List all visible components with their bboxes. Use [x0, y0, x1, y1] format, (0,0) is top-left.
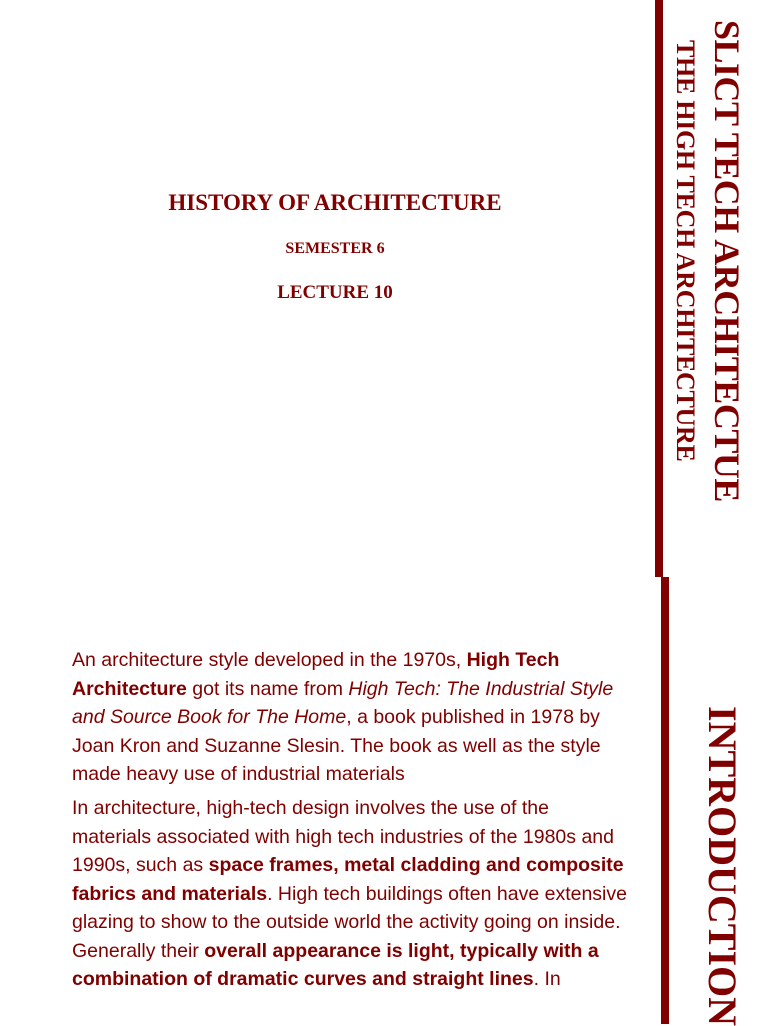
- side-main-heading: SLICT TECH ARCHITECTUE: [707, 20, 747, 502]
- p1-text-1: An architecture style developed in the 1970s,: [72, 649, 467, 671]
- p1-text-2: got its name from: [186, 677, 349, 700]
- p1-text-3: , a book published in 1978 by Joan Kron and Suzanne Slesin. The book as well as the style made heavy use of industrial materials: [72, 706, 601, 785]
- vertical-rule-top: [655, 0, 663, 577]
- paragraph-design: [72, 794, 632, 994]
- side-sub-heading: THE HIGH TECH ARCHITECTURE: [671, 40, 700, 462]
- p2-bold-1: space frames, metal cladding and composite fabrics and materials: [72, 854, 624, 905]
- vertical-rule-bottom: [661, 577, 669, 1024]
- p2-bold-2: overall appearance is light, typically with a combination of dramatic curves and straight lines: [72, 939, 599, 990]
- p2-text-1: In architecture, high-tech design involves the use of the materials associated with high tech industries of the 1980s and 1990s, such as: [72, 797, 614, 876]
- lecture-label: LECTURE 10: [277, 282, 393, 303]
- p2-text-2: . High tech buildings often have extensive glazing to show to the outside world the activity going on inside. Generally their: [72, 882, 627, 962]
- section-heading-introduction: INTRODUCTION: [700, 706, 745, 1026]
- paragraph-intro: [72, 646, 632, 789]
- semester-label: SEMESTER 6: [285, 240, 385, 257]
- p2-text-3: . In: [533, 968, 561, 990]
- document-title: HISTORY OF ARCHITECTURE: [168, 190, 502, 215]
- p1-bold-1: High Tech Architecture: [72, 649, 560, 700]
- p1-book-title: High Tech: The Industrial Style and Source Book for The Home: [72, 677, 614, 728]
